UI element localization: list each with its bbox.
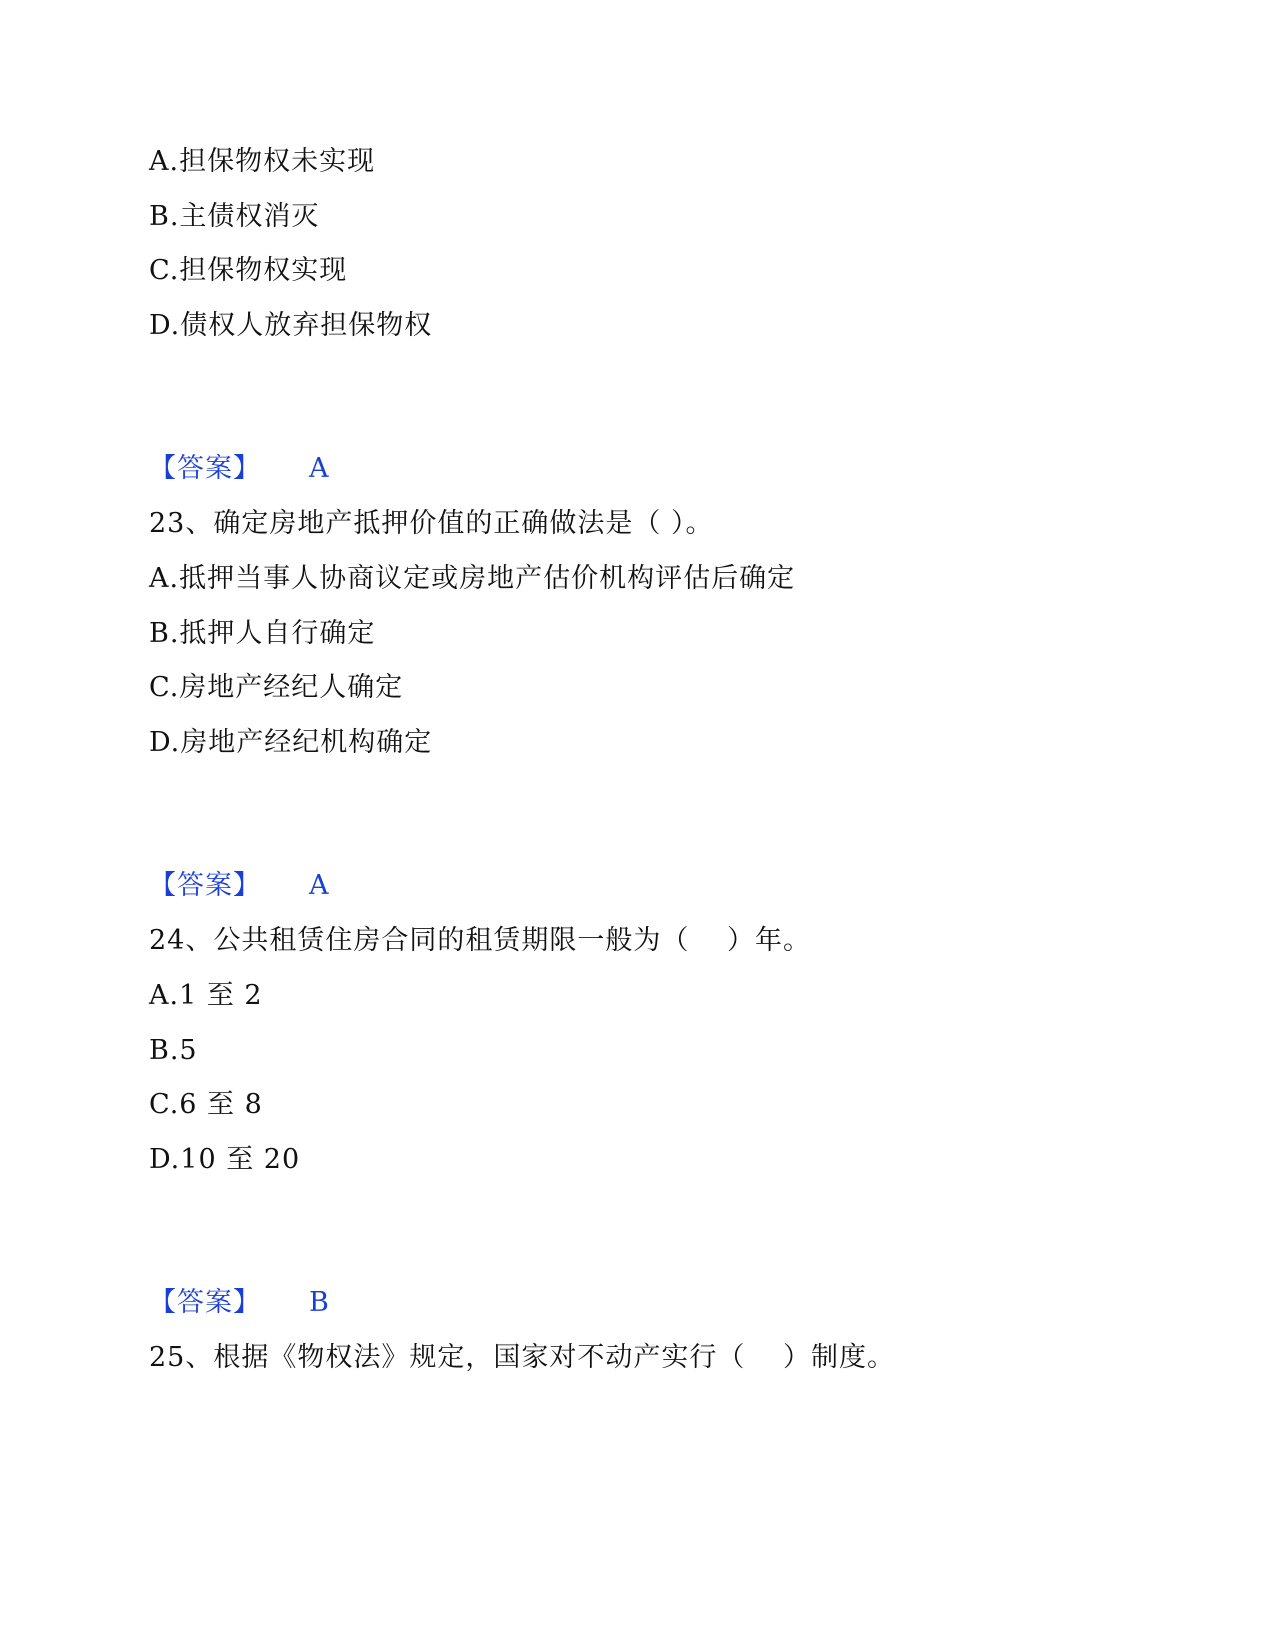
answer-label: 【答案】	[149, 1287, 261, 1318]
answer-label: 【答案】	[149, 870, 261, 901]
q24-option-b: B.5	[149, 1035, 198, 1066]
q23-option-a: A.抵押当事人协商议定或房地产估价机构评估后确定	[149, 563, 796, 594]
q22-option-b: B.主债权消灭	[149, 201, 320, 232]
answer-label: 【答案】	[149, 453, 261, 484]
answer-value: A	[309, 870, 330, 901]
answer-value: B	[309, 1287, 330, 1318]
q22-option-c: C.担保物权实现	[149, 255, 348, 286]
q23-option-b: B.抵押人自行确定	[149, 618, 376, 649]
q22-answer	[149, 452, 330, 486]
q24-question: 24、公共租赁住房合同的租赁期限一般为（ ）年。	[149, 925, 811, 956]
q23-answer	[149, 869, 330, 903]
q25-question: 25、根据《物权法》规定，国家对不动产实行（ ）制度。	[149, 1342, 895, 1373]
q24-option-d: D.10 至 20	[149, 1144, 301, 1175]
q23-question: 23、确定房地产抵押价值的正确做法是（ ）。	[149, 508, 714, 539]
q23-option-c: C.房地产经纪人确定	[149, 672, 404, 703]
q24-answer	[149, 1286, 330, 1320]
q22-option-d: D.债权人放弃担保物权	[149, 310, 433, 341]
q23-option-d: D.房地产经纪机构确定	[149, 727, 433, 758]
q22-option-a: A.担保物权未实现	[149, 146, 376, 177]
q24-option-c: C.6 至 8	[149, 1089, 263, 1120]
answer-value: A	[309, 453, 330, 484]
q24-option-a: A.1 至 2	[149, 980, 263, 1011]
